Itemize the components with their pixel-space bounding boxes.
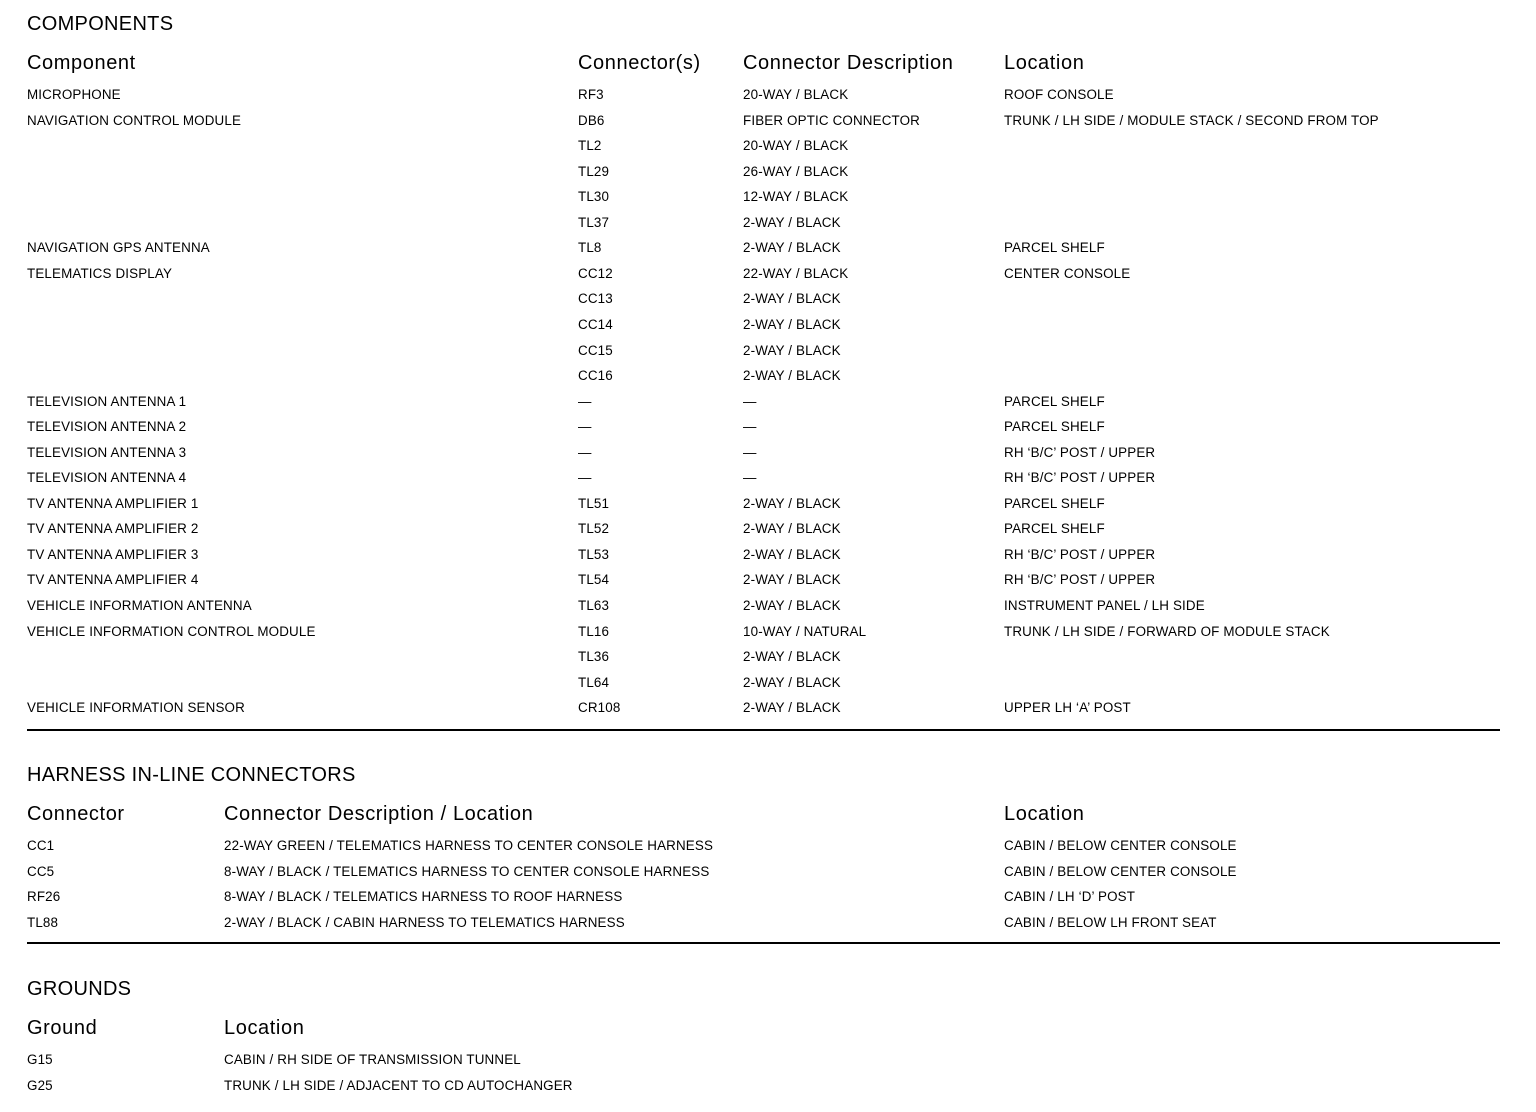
ground-row-ground: G25 xyxy=(27,1077,53,1093)
component-row-description: 26-WAY / BLACK xyxy=(743,163,849,179)
component-row-connector: — xyxy=(578,393,592,409)
component-row-location: PARCEL SHELF xyxy=(1004,240,1105,256)
component-row-location: PARCEL SHELF xyxy=(1004,495,1105,511)
component-row-description: 2-WAY / BLACK xyxy=(743,291,841,307)
component-row-description: 2-WAY / BLACK xyxy=(743,214,841,230)
component-row-component: TELEMATICS DISPLAY xyxy=(27,265,173,281)
component-row-description: 2-WAY / BLACK xyxy=(743,240,841,256)
component-row-description: 20-WAY / BLACK xyxy=(743,138,849,154)
harness-row-description: 8-WAY / BLACK / TELEMATICS HARNESS TO ROOF HARNESS xyxy=(224,889,623,905)
component-row-location: TRUNK / LH SIDE / MODULE STACK / SECOND FROM TOP xyxy=(1004,112,1379,128)
component-row-description: — xyxy=(743,419,757,435)
component-row-connector: CC12 xyxy=(578,265,613,281)
component-row-component: NAVIGATION GPS ANTENNA xyxy=(27,240,210,256)
component-row-connector: TL54 xyxy=(578,572,610,588)
ground-row-location: CABIN / RH SIDE OF TRANSMISSION TUNNEL xyxy=(224,1052,521,1067)
harness-row-location: CABIN / BELOW CENTER CONSOLE xyxy=(1004,838,1237,853)
harness-row-connector: CC1 xyxy=(27,838,55,853)
component-row-component: TV ANTENNA AMPLIFIER 4 xyxy=(27,572,199,588)
component-row-location: TRUNK / LH SIDE / FORWARD OF MODULE STACK xyxy=(1004,623,1330,639)
component-row-description: 2-WAY / BLACK xyxy=(743,316,841,332)
component-row-component: MICROPHONE xyxy=(27,87,121,102)
component-row-connector: TL16 xyxy=(578,623,610,639)
component-row-location: RH ‘B/C’ POST / UPPER xyxy=(1004,444,1156,460)
component-row-connector: CC14 xyxy=(578,316,613,332)
harness-row-location: CABIN / BELOW CENTER CONSOLE xyxy=(1004,863,1237,879)
grounds-title: GROUNDS xyxy=(27,978,132,1000)
header-harness-connector: Connector xyxy=(27,803,125,825)
component-row-component: TELEVISION ANTENNA 4 xyxy=(27,470,187,486)
component-row-description: 2-WAY / BLACK xyxy=(743,342,841,358)
harness-row-connector: TL88 xyxy=(27,914,59,930)
component-row-connector: — xyxy=(578,470,592,486)
component-row-location: ROOF CONSOLE xyxy=(1004,87,1114,102)
component-row-connector: TL64 xyxy=(578,674,610,690)
harness-row-description: 22-WAY GREEN / TELEMATICS HARNESS TO CENTER CONSOLE HARNESS xyxy=(224,838,714,853)
component-row-description: 2-WAY / BLACK xyxy=(743,572,841,588)
component-row-connector: RF3 xyxy=(578,87,604,102)
harness-title: HARNESS IN-LINE CONNECTORS xyxy=(27,764,356,786)
components-title: COMPONENTS xyxy=(27,13,174,35)
divider-harness xyxy=(27,942,1500,944)
header-harness-location: Location xyxy=(1004,803,1085,825)
harness-row-description: 8-WAY / BLACK / TELEMATICS HARNESS TO CENTER CONSOLE HARNESS xyxy=(224,863,710,879)
harness-row-connector: CC5 xyxy=(27,863,55,879)
component-row-connector: — xyxy=(578,419,592,435)
component-row-connector: CR108 xyxy=(578,700,621,716)
component-row-location: RH ‘B/C’ POST / UPPER xyxy=(1004,470,1156,486)
header-ground: Ground xyxy=(27,1017,98,1039)
component-row-connector: CC16 xyxy=(578,368,613,384)
component-row-connector: TL51 xyxy=(578,495,610,511)
ground-row-ground: G15 xyxy=(27,1052,53,1067)
component-row-description: 20-WAY / BLACK xyxy=(743,87,849,102)
header-location: Location xyxy=(1004,52,1085,74)
component-row-description: 2-WAY / BLACK xyxy=(743,368,841,384)
component-row-component: VEHICLE INFORMATION CONTROL MODULE xyxy=(27,623,316,639)
component-row-description: FIBER OPTIC CONNECTOR xyxy=(743,112,920,128)
component-row-connector: TL53 xyxy=(578,546,610,562)
component-row-description: 10-WAY / NATURAL xyxy=(743,623,867,639)
component-row-connector: — xyxy=(578,444,592,460)
component-row-description: — xyxy=(743,470,757,486)
header-connectors: Connector(s) xyxy=(578,52,701,74)
component-row-description: 12-WAY / BLACK xyxy=(743,189,849,205)
component-row-component: VEHICLE INFORMATION ANTENNA xyxy=(27,598,252,613)
component-row-connector: TL29 xyxy=(578,163,610,179)
component-row-connector: TL2 xyxy=(578,138,602,154)
component-row-description: 2-WAY / BLACK xyxy=(743,521,841,537)
divider-components xyxy=(27,729,1500,731)
component-row-component: TELEVISION ANTENNA 2 xyxy=(27,419,187,435)
ground-row-location: TRUNK / LH SIDE / ADJACENT TO CD AUTOCHANGER xyxy=(224,1077,573,1093)
component-row-description: 2-WAY / BLACK xyxy=(743,649,841,665)
component-row-description: 2-WAY / BLACK xyxy=(743,674,841,690)
component-row-connector: TL63 xyxy=(578,598,610,613)
component-row-location: UPPER LH ‘A’ POST xyxy=(1004,700,1131,716)
component-row-description: — xyxy=(743,393,757,409)
component-row-connector: TL37 xyxy=(578,214,610,230)
header-ground-location: Location xyxy=(224,1017,305,1039)
harness-row-location: CABIN / BELOW LH FRONT SEAT xyxy=(1004,914,1217,930)
component-row-connector: TL30 xyxy=(578,189,610,205)
component-row-description: 22-WAY / BLACK xyxy=(743,265,849,281)
component-row-location: RH ‘B/C’ POST / UPPER xyxy=(1004,572,1156,588)
header-connector-description: Connector Description xyxy=(743,52,954,74)
component-row-component: TV ANTENNA AMPLIFIER 1 xyxy=(27,495,199,511)
header-component: Component xyxy=(27,52,136,74)
harness-row-connector: RF26 xyxy=(27,889,61,905)
component-row-description: 2-WAY / BLACK xyxy=(743,700,841,716)
component-row-component: VEHICLE INFORMATION SENSOR xyxy=(27,700,245,716)
component-row-connector: TL52 xyxy=(578,521,610,537)
header-harness-description: Connector Description / Location xyxy=(224,803,534,825)
component-row-description: 2-WAY / BLACK xyxy=(743,546,841,562)
component-row-location: PARCEL SHELF xyxy=(1004,419,1105,435)
component-row-component: TV ANTENNA AMPLIFIER 3 xyxy=(27,546,199,562)
component-row-component: TV ANTENNA AMPLIFIER 2 xyxy=(27,521,199,537)
component-row-description: — xyxy=(743,444,757,460)
component-row-component: NAVIGATION CONTROL MODULE xyxy=(27,112,242,128)
component-row-location: RH ‘B/C’ POST / UPPER xyxy=(1004,546,1156,562)
component-row-connector: CC15 xyxy=(578,342,613,358)
component-row-location: PARCEL SHELF xyxy=(1004,393,1105,409)
component-row-location: INSTRUMENT PANEL / LH SIDE xyxy=(1004,598,1205,613)
component-row-component: TELEVISION ANTENNA 1 xyxy=(27,393,187,409)
harness-row-location: CABIN / LH ‘D’ POST xyxy=(1004,889,1136,905)
component-row-connector: DB6 xyxy=(578,112,605,128)
component-row-component: TELEVISION ANTENNA 3 xyxy=(27,444,187,460)
component-row-connector: CC13 xyxy=(578,291,613,307)
component-row-description: 2-WAY / BLACK xyxy=(743,495,841,511)
component-row-description: 2-WAY / BLACK xyxy=(743,598,841,613)
harness-row-description: 2-WAY / BLACK / CABIN HARNESS TO TELEMATICS HARNESS xyxy=(224,914,625,930)
component-row-location: PARCEL SHELF xyxy=(1004,521,1105,537)
component-row-connector: TL8 xyxy=(578,240,602,256)
component-row-location: CENTER CONSOLE xyxy=(1004,265,1131,281)
component-row-connector: TL36 xyxy=(578,649,610,665)
